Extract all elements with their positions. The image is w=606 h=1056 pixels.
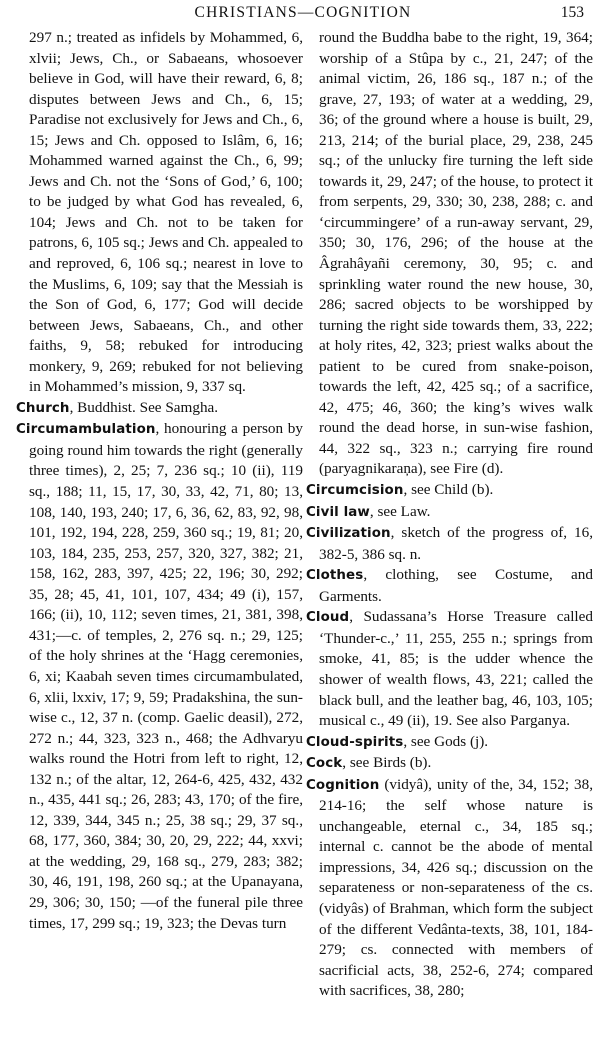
index-entry bbox=[306, 607, 593, 731]
left-column bbox=[16, 28, 303, 934]
entry-headword: Church bbox=[16, 400, 70, 416]
index-entry bbox=[306, 480, 593, 502]
index-entry bbox=[306, 565, 593, 607]
index-entry bbox=[306, 28, 593, 480]
entry-text: , honouring a person by going round him towards the right (generally three times), 2, 25; 7, 236 sq.; 10 (ii), 119 sq., 188; 11, 15, 17, 30, 33, 42, 71, 80; 13, 108, 140, 193, 240; 17, 6, 36, 62, 83, 92, 98, 101, 192, 194, 228, 259, 360 sq.; 19, 81; 20, 103, 184, 235, 253, 257, 320, 327, 382; 21, 158, 162, 283, 397, 425; 22, 196; 30, 292; 35, 28; 45, 41, 101, 107, 434; 49 (i), 157, 166; (ii), 10, 112; seven times, 21, 381, 398, 431;—c. of temples, 2, 276 sq. n.; 29, 125; of the holy shrines at the ‘Hagg ceremonies, 6, xi; Kaabah seven times circumambulated, 6, xlii, lxxiv, 17; 9, 59; Pradakshina, the sun-wise c., 12, 37 n. (comp. Gaelic deasil), 272, 272 n.; 44, 323, 323 n., 468; the Adhvaryu walks round the Hotri from left to right, 12, 132 n.; of the altar, 12, 264-6, 425, 432, 432 n., 435, 441 sq.; 26, 283; 43, 170; of the fire, 12, 339, 344, 345 n.; 25, 38 sq.; 29, 37 sq., 68, 177, 360, 384; 30, 20, 29, 222; 44, xxvi; at the wedding, 29, 168 sq., 279, 283; 382; 30, 46, 191, 198, 260 sq.; at the Upanayana, 29, 306; 30, 150; —of the funeral pile three times, 17, 299 sq.; 19, 323; the Devas turn bbox=[29, 420, 303, 932]
index-entry bbox=[16, 28, 303, 398]
index-entry bbox=[306, 775, 593, 1002]
index-entry bbox=[306, 753, 593, 775]
entry-headword: Civil law bbox=[306, 504, 370, 520]
index-entry bbox=[16, 419, 303, 934]
entry-text: , Sudassana’s Horse Treasure called ‘Thunder-c.,’ 11, 255, 255 n.; springs from smoke, 41, 85; is the udder whence the shower of wealth flows, 43, 221; called the black bull, and the leather bag, 46, 103, 105; musical c., 49 (ii), 19. See also Parganya. bbox=[319, 608, 593, 730]
entry-headword: Clothes bbox=[306, 568, 364, 584]
entry-text: , see Law. bbox=[369, 502, 431, 520]
right-column bbox=[306, 28, 593, 1002]
entry-text: , Buddhist. See Samgha. bbox=[69, 398, 219, 416]
page-header bbox=[0, 2, 606, 26]
entry-text: 297 n.; treated as infidels by Mohammed, 6, xlvii; Jews, Ch., or Sabaeans, whosoever believe in God, will have their reward, 6, 8; disputes between Jews and Ch., 6, 15; Paradise not exclusively for Jews and Ch., 6, 15; Jews and Ch. opposed to Islâm, 6, 16; Mohammed warned against the Ch., 6, 99; Jews and Ch. not the ‘Sons of God,’ 6, 100; to be judged by what God has revealed, 6, 104; Jews and Ch. not to be taken for patrons, 6, 105 sq.; Jews and Ch. appealed to and reproved, 6, 106 sq.; nearest in love to the Muslims, 6, 109; say that the Messiah is the Son of God, 6, 177; God will decide between Jews, Sabaeans, Ch., and other faiths, 9, 58; rebuked for introducing monkery, 9, 269; rebuked for not believing in Mohammed’s mission, 9, 337 sq. bbox=[29, 29, 303, 396]
index-entry bbox=[306, 732, 593, 754]
entry-text: , see Gods (j). bbox=[403, 732, 489, 750]
entry-headword: Cloud bbox=[306, 610, 350, 626]
entry-headword: Cloud-spirits bbox=[306, 734, 404, 750]
running-title: CHRISTIANS—COGNITION bbox=[194, 4, 412, 21]
entry-headword: Cock bbox=[306, 756, 343, 772]
entry-text: round the Buddha babe to the right, 19, 364; worship of a Stûpa by c., 21, 247; of the animal victim, 26, 186 sq., 187 n.; of the grave, 27, 193; of water at a wedding, 29, 36; of the ground where a house is built, 29, 213, 214; of the burial place, 29, 238, 245 sq.; of the unlucky fire turning the left side towards it, 29, 247; of the house, to protect it from serpents, 29, 330; 30, 238, 288; c. and ‘circummingere’ of a run-away servant, 29, 350; 30, 176, 296; of the house at the Âgrahâyañi ceremony, 30, 95; c. and sprinkling water round the new house, 30, 286; sacred objects to be worshipped by turning the right side towards them, 33, 222; at holy rites, 42, 323; priest walks about the patient to be cured from snake-poison, towards the left, 42, 425 sq.; of a sacrifice, 42, 475; 46, 360; the king’s wives walk round the dead horse, in sun-wise fashion, 44, 322 sq., 323 n.; carrying fire round (paryagnikaraņa), see Fire (d). bbox=[319, 29, 593, 478]
page-number: 153 bbox=[560, 4, 584, 21]
entry-text: (vidyâ), unity of the, 34, 152; 38, 214-16; the self whose nature is unchangeable, eternal c., 34, 185 sq.; internal c. cannot be the abode of mental impressions, 34, 426 sq.; discussion on the separateness or non-separateness of the cs. (vidyâs) of Brahman, which form the subject of the different Vedânta-texts, 38, 101, 184-279; cs. connected with members of sacrificial acts, 38, 252-6, 274; compared with sacrifices, 38, 280; bbox=[319, 775, 593, 1000]
entry-headword: Circumambulation bbox=[16, 422, 156, 438]
entry-headword: Circumcision bbox=[306, 483, 404, 499]
entry-text: , sketch of the progress of, 16, 382-5, 386 sq. n. bbox=[319, 524, 593, 563]
index-entry bbox=[16, 398, 303, 420]
index-entry bbox=[306, 523, 593, 565]
index-entry bbox=[306, 502, 593, 524]
entry-headword: Civilization bbox=[306, 526, 391, 542]
entry-text: , see Birds (b). bbox=[342, 754, 432, 772]
entry-text: , clothing, see Costume, and Garments. bbox=[319, 566, 593, 605]
entry-text: , see Child (b). bbox=[403, 481, 494, 499]
entry-headword: Cognition bbox=[306, 777, 380, 793]
